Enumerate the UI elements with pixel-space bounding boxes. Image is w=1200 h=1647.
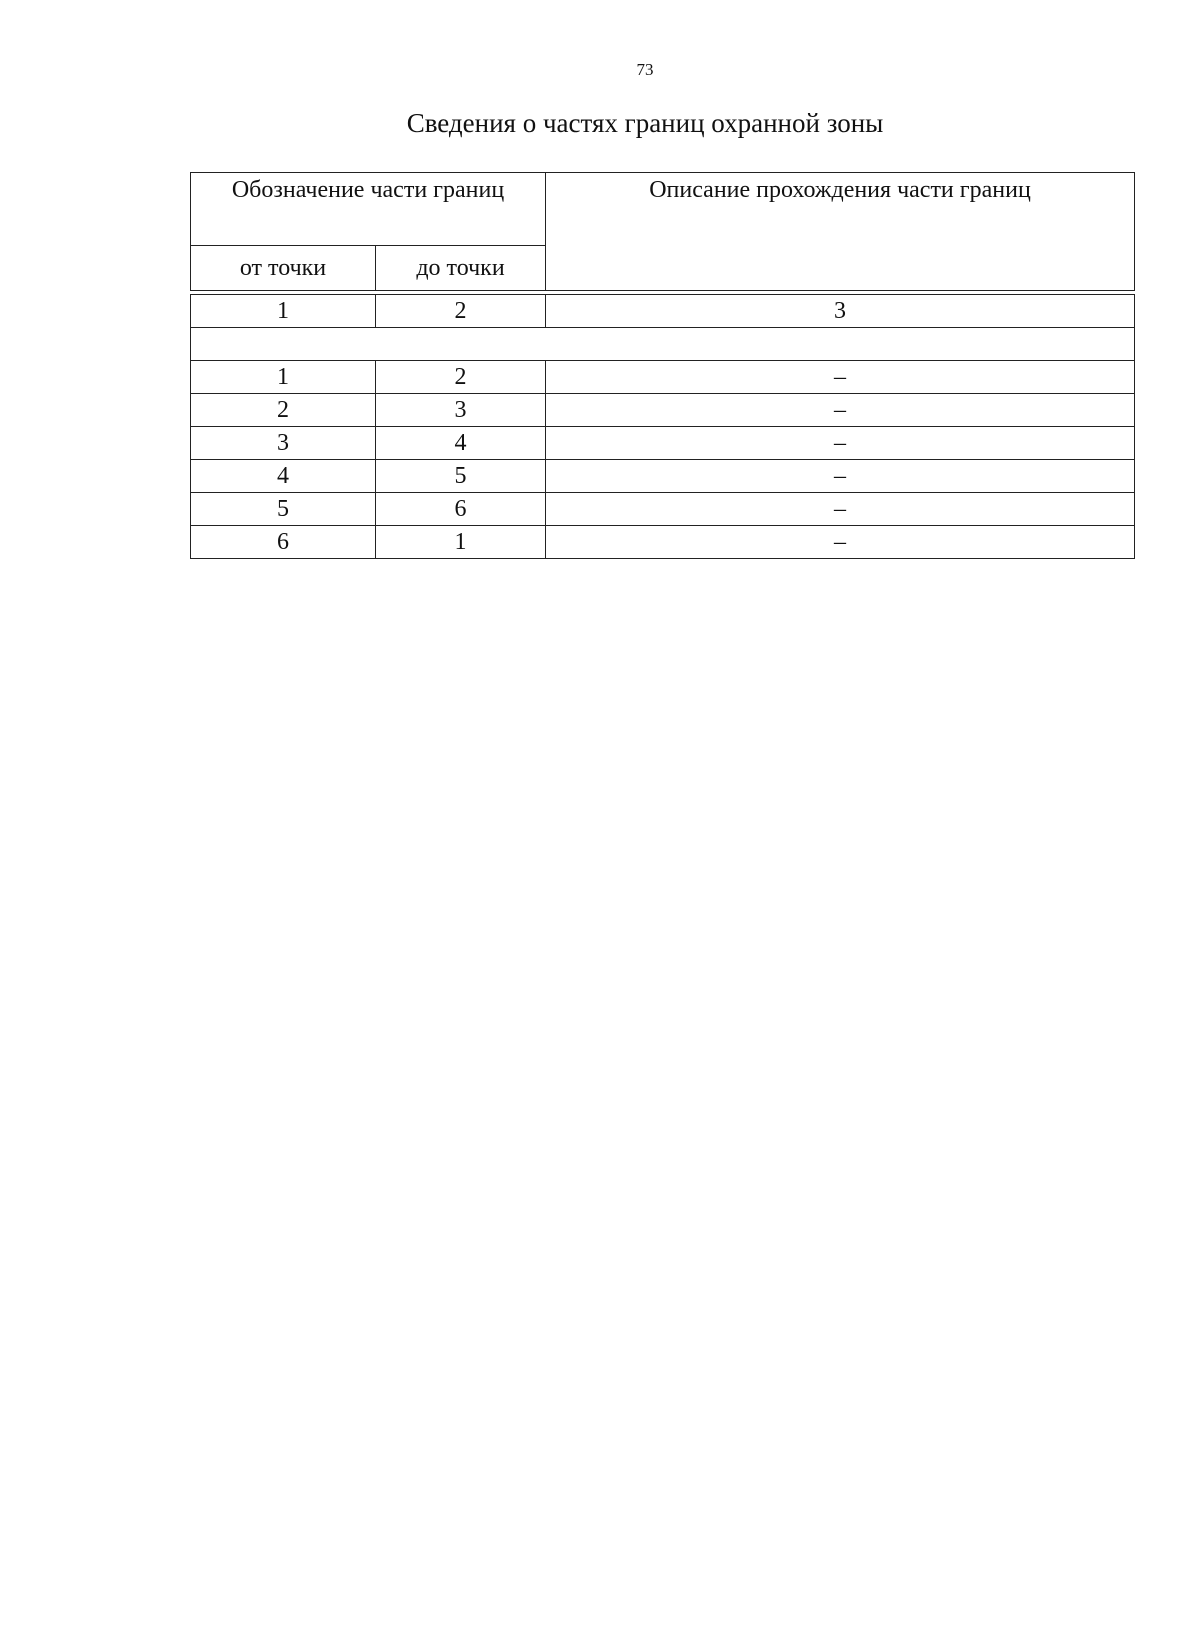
description-cell: – [546,394,1135,427]
table-row [191,427,1135,460]
description-cell: – [546,526,1135,559]
header-from-point: от точки [191,246,376,291]
to-point-cell: 4 [376,427,546,460]
from-point-cell: 5 [191,493,376,526]
from-point-cell: 3 [191,427,376,460]
to-point-cell: 6 [376,493,546,526]
table-row [191,361,1135,394]
column-number-cell: 3 [546,295,1135,328]
from-point-cell: 4 [191,460,376,493]
description-cell: – [546,493,1135,526]
document-title: Сведения о частях границ охранной зоны [406,108,884,138]
to-point-cell: 1 [376,526,546,559]
table-row [191,493,1135,526]
column-numbering-row [191,295,1135,328]
boundary-parts-table [190,172,1135,559]
page-number: 73 [636,60,654,79]
column-number-cell: 1 [191,295,376,328]
section-label-cell [191,328,1135,361]
to-point-cell: 5 [376,460,546,493]
description-cell: – [546,361,1135,394]
table-body [191,291,1135,559]
to-point-cell: 3 [376,394,546,427]
table-row [191,394,1135,427]
section-row [191,328,1135,361]
table-row [191,526,1135,559]
from-point-cell: 1 [191,361,376,394]
header-to-point: до точки [376,246,546,291]
header-boundary-part-designation: Обозначение части границ [191,173,546,246]
description-cell: – [546,460,1135,493]
table-header [191,173,1135,291]
column-number-cell: 2 [376,295,546,328]
description-cell: – [546,427,1135,460]
from-point-cell: 2 [191,394,376,427]
to-point-cell: 2 [376,361,546,394]
table-row [191,460,1135,493]
from-point-cell: 6 [191,526,376,559]
header-boundary-part-description: Описание прохождения части границ [546,173,1135,291]
